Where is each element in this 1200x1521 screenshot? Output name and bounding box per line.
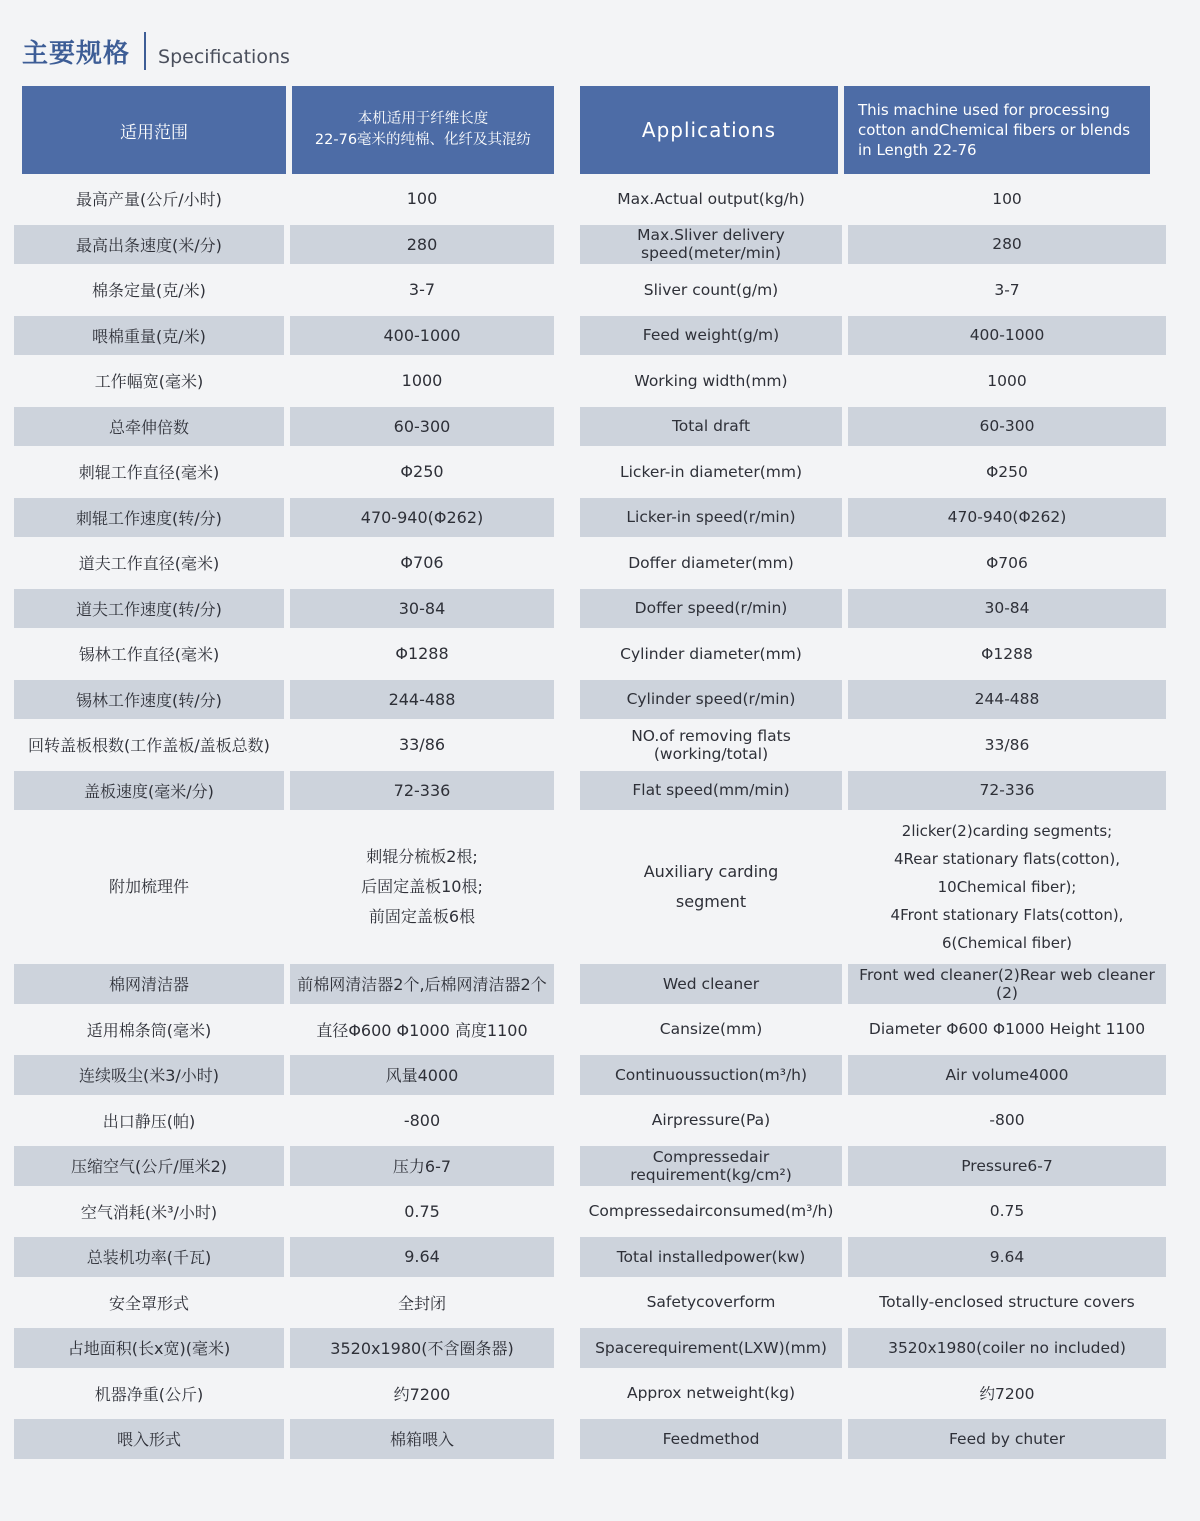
row-label: 适用棉条筒(毫米) [86,1020,212,1040]
row-value: Φ1288 [395,644,449,664]
row-label: 锡林工作直径(毫米) [78,645,220,665]
row-label: Cansize(mm) [659,1020,763,1039]
row-value: 风量4000 [290,1055,554,1095]
row-value: 0.75 [404,1201,440,1221]
row-label: Max.Sliver delivery speed(meter/min) [580,225,842,265]
row-value: 9.64 [290,1237,554,1277]
row-value: Totally-enclosed structure covers [879,1293,1135,1312]
table-row [14,1371,554,1417]
row-value: 400-1000 [290,316,554,356]
table-row [14,222,554,268]
row-label: 棉网清洁器 [14,964,284,1004]
table-row [14,358,554,404]
row-value: 约7200 [979,1385,1035,1404]
row-label: Total installedpower(kw) [580,1237,842,1277]
page-title-en: Specifications [158,46,290,68]
row-label: Spacerequirement(LXW)(mm) [580,1328,842,1368]
row-label [580,816,842,958]
row-value: 470-940(Φ262) [848,498,1166,538]
page-title-zh: 主要规格 [22,39,131,69]
row-label: 总装机功率(千瓦) [14,1237,284,1277]
table-row [14,631,554,677]
row-label: Doffer diameter(mm) [628,553,794,572]
row-value: 1000 [987,371,1027,390]
row-value: 直径Φ600 Φ1000 高度1100 [316,1020,528,1040]
header-value [844,86,1150,174]
row-value: 30-84 [848,589,1166,629]
row-label: Cylinder speed(r/min) [580,680,842,720]
table-row [580,961,1170,1007]
aux-line: 6(Chemical fiber) [942,934,1072,952]
row-label: 道夫工作直径(毫米) [78,554,220,574]
table-row [14,1052,554,1098]
row-value: 100 [406,189,438,209]
table-row [580,768,1170,814]
row-label: Feedmethod [580,1419,842,1459]
row-value: 3520x1980(coiler no included) [848,1328,1166,1368]
row-value: 压力6-7 [290,1146,554,1186]
row-value: 33/86 [984,735,1030,754]
row-value: 400-1000 [848,316,1166,356]
row-label: 机器净重(公斤) [94,1384,204,1404]
table-row [580,404,1170,450]
row-value: 280 [290,225,554,265]
page-header [22,30,290,70]
table-row [580,176,1170,222]
table-row [14,722,554,768]
table-row [14,313,554,359]
row-value: Front wed cleaner(2)Rear web cleaner (2) [848,964,1166,1004]
header-value-line: cotton andChemical fibers or blends [858,121,1131,139]
aux-line: 4Rear stationary flats(cotton), [894,850,1120,868]
table-row [580,1234,1170,1280]
row-value: 前棉网清洁器2个,后棉网清洁器2个 [290,964,554,1004]
table-row [14,449,554,495]
row-value [848,816,1166,958]
row-label: Sliver count(g/m) [643,280,779,299]
table-row [580,1325,1170,1371]
row-value: 280 [848,225,1166,265]
header-value-line: 本机适用于纤维长度 [357,111,489,127]
table-row [580,1371,1170,1417]
row-label: Continuoussuction(m³/h) [580,1055,842,1095]
table-row [580,586,1170,632]
row-label: Max.Actual output(kg/h) [617,189,805,208]
row-label: Cylinder diameter(mm) [620,644,802,663]
row-value: 3-7 [994,280,1020,299]
row-label: NO.of removing flats (working/total) [631,726,791,763]
row-value: 60-300 [290,407,554,447]
row-label: 锡林工作速度(转/分) [14,680,284,720]
row-value: 0.75 [989,1202,1025,1221]
row-label: 喂棉重量(克/米) [14,316,284,356]
table-row [580,540,1170,586]
row-value: 约7200 [393,1384,451,1404]
table-row [580,313,1170,359]
row-value: 3520x1980(不含圈条器) [290,1328,554,1368]
row-value: 100 [992,189,1022,208]
row-value: 470-940(Φ262) [290,498,554,538]
row-value: Φ250 [400,462,444,482]
table-row-aux [580,813,1170,961]
aux-line: 4Front stationary Flats(cotton), [890,906,1124,924]
row-value: 棉箱喂入 [290,1419,554,1459]
table-row [580,222,1170,268]
table-row [14,677,554,723]
aux-label-line: segment [675,892,747,911]
table-row [14,1189,554,1235]
row-label: Airpressure(Pa) [651,1111,771,1130]
table-row [14,1098,554,1144]
table-row [14,768,554,814]
row-value: Φ706 [986,553,1028,572]
table-row [14,176,554,222]
row-label: 安全罩形式 [108,1293,189,1313]
table-row-aux [14,813,554,961]
row-value: Air volume4000 [848,1055,1166,1095]
row-label: Flat speed(mm/min) [580,771,842,811]
row-label: 出口静压(帕) [102,1111,196,1131]
row-value: 72-336 [848,771,1166,811]
row-value: 244-488 [290,680,554,720]
table-row [14,540,554,586]
row-value: 1000 [401,371,443,391]
table-row [580,1143,1170,1189]
row-value: 9.64 [848,1237,1166,1277]
table-row [14,1234,554,1280]
row-label: 盖板速度(毫米/分) [14,771,284,811]
header-value [292,86,554,174]
aux-line: 后固定盖板10根; [361,877,483,896]
row-value: 244-488 [848,680,1166,720]
table-row [580,1280,1170,1326]
table-row [14,1325,554,1371]
table-row [580,631,1170,677]
header-label: 适用范围 [22,86,286,174]
row-label: Feed weight(g/m) [580,316,842,356]
aux-line: 2licker(2)carding segments; [901,822,1113,840]
row-label: 最高产量(公斤/小时) [76,190,222,210]
row-value: -800 [403,1110,441,1130]
aux-line: 10Chemical fiber); [937,878,1077,896]
row-label: Compressedair requirement(kg/cm²) [580,1146,842,1186]
row-label: Working width(mm) [634,371,788,390]
row-value: 72-336 [290,771,554,811]
table-row [580,449,1170,495]
table-row [14,1007,554,1053]
row-value: Pressure6-7 [848,1146,1166,1186]
table-row [580,722,1170,768]
row-label: Safetycoverform [646,1293,776,1312]
row-label: 压缩空气(公斤/厘米2) [14,1146,284,1186]
row-value: 30-84 [290,589,554,629]
row-label: 连续吸尘(米3/小时) [14,1055,284,1095]
row-label: 回转盖板根数(工作盖板/盖板总数) [28,736,270,756]
row-value [290,816,554,958]
row-label: 喂入形式 [14,1419,284,1459]
row-value: 3-7 [408,280,436,300]
row-value: 全封闭 [397,1293,446,1313]
table-row [14,961,554,1007]
row-label: Doffer speed(r/min) [580,589,842,629]
row-label: 附加梳理件 [108,877,189,896]
header-value-line: This machine used for processing [858,101,1110,119]
table-row [14,1416,554,1462]
row-label: Total draft [580,407,842,447]
row-value: 60-300 [848,407,1166,447]
row-label: 棉条定量(克/米) [92,281,206,301]
table-row [14,404,554,450]
row-label: 最高出条速度(米/分) [14,225,284,265]
row-label: Wed cleaner [580,964,842,1004]
aux-line: 前固定盖板6根 [368,907,476,926]
table-row [580,1007,1170,1053]
table-row [580,1098,1170,1144]
table-row [14,586,554,632]
table-row [580,1052,1170,1098]
aux-line: 刺辊分梳板2根; [366,847,478,866]
spec-table-chinese [14,86,554,1462]
row-label: 占地面积(长x宽)(毫米) [14,1328,284,1368]
row-label: Compressedairconsumed(m³/h) [588,1202,834,1221]
table-row [580,495,1170,541]
row-label: 刺辊工作直径(毫米) [78,463,220,483]
aux-label-line: Auxiliary carding [643,862,779,881]
row-label: Licker-in speed(r/min) [580,498,842,538]
table-row [580,1189,1170,1235]
row-value: Φ1288 [981,644,1033,663]
table-row [14,495,554,541]
row-value: Φ706 [400,553,444,573]
table-header [580,86,1170,174]
table-row [14,267,554,313]
header-value-line: 22-76毫米的纯棉、化纤及其混纺 [314,132,532,148]
row-value: Feed by chuter [848,1419,1166,1459]
header-label: Applications [580,86,838,174]
row-label: 空气消耗(米³/小时) [80,1202,218,1222]
table-row [580,358,1170,404]
row-value: Φ250 [986,462,1028,481]
row-value: 33/86 [398,735,446,755]
table-header [14,86,554,174]
table-row [580,1416,1170,1462]
row-value: Diameter Φ600 Φ1000 Height 1100 [868,1020,1146,1039]
row-label: Approx netweight(kg) [626,1384,796,1403]
title-divider [144,32,146,70]
row-value: -800 [989,1111,1025,1130]
table-row [14,1143,554,1189]
row-label: 总牵伸倍数 [14,407,284,447]
table-row [580,677,1170,723]
table-row [580,267,1170,313]
row-label: 工作幅宽(毫米) [94,372,204,392]
row-label: 道夫工作速度(转/分) [14,589,284,629]
header-value-line: in Length 22-76 [858,141,977,159]
row-label: 刺辊工作速度(转/分) [14,498,284,538]
spec-table-english [580,86,1170,1462]
row-label: Licker-in diameter(mm) [619,462,802,481]
table-row [14,1280,554,1326]
